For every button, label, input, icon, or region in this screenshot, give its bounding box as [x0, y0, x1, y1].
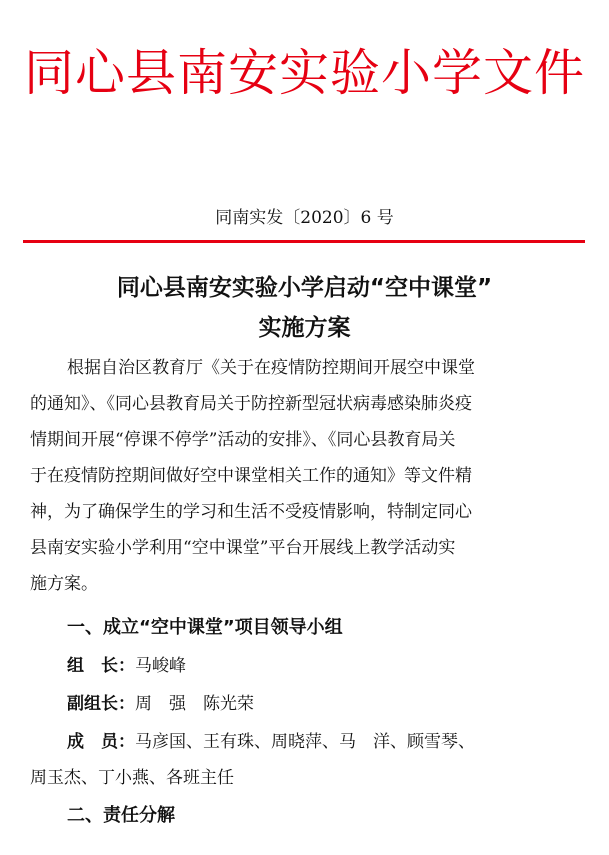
document-title-line-1: 同心县南安实验小学启动“空中课堂” [116, 275, 493, 301]
leader-value: 马峻峰 [135, 656, 186, 676]
leader-row [67, 652, 186, 680]
intro-paragraph-line: 情期间开展“停课不停学”活动的安排》、《同心县教育局关 [30, 430, 456, 450]
section-heading-2: 二、责任分解 [67, 805, 175, 826]
document-title-line-2: 实施方案 [258, 315, 351, 341]
leader-label: 组 长： [67, 656, 135, 676]
deputy-leader-row [67, 690, 254, 718]
intro-paragraph-line: 神，为了确保学生的学习和生活不受疫情影响，特制定同心 [30, 502, 472, 522]
members-row [67, 728, 475, 756]
intro-paragraph-line: 的通知》、《同心县教育局关于防控新型冠状病毒感染肺炎疫 [30, 394, 472, 414]
deputy-leader-label: 副组长： [67, 694, 135, 714]
members-label: 成 员： [67, 732, 135, 752]
red-separator-rule [23, 240, 585, 243]
deputy-leader-value: 周 强 陈光荣 [135, 694, 254, 714]
intro-paragraph-line: 县南安实验小学利用“空中课堂”平台开展线上教学活动实 [30, 538, 456, 558]
document-number: 同南实发〔2020〕6 号 [215, 208, 394, 228]
intro-paragraph-line: 根据自治区教育厅《关于在疫情防控期间开展空中课堂 [67, 358, 475, 378]
section-heading-1: 一、成立“空中课堂”项目领导小组 [67, 617, 343, 638]
masthead-title: 同心县南安实验小学文件 [24, 44, 585, 102]
members-value: 马彦国、王有珠、周晓萍、马 洋、顾雪琴、 [135, 732, 475, 752]
intro-paragraph-line: 施方案。 [30, 574, 98, 594]
members-continuation: 周玉杰、丁小燕、各班主任 [30, 768, 234, 788]
intro-paragraph-line: 于在疫情防控期间做好空中课堂相关工作的通知》等文件精 [30, 466, 472, 486]
